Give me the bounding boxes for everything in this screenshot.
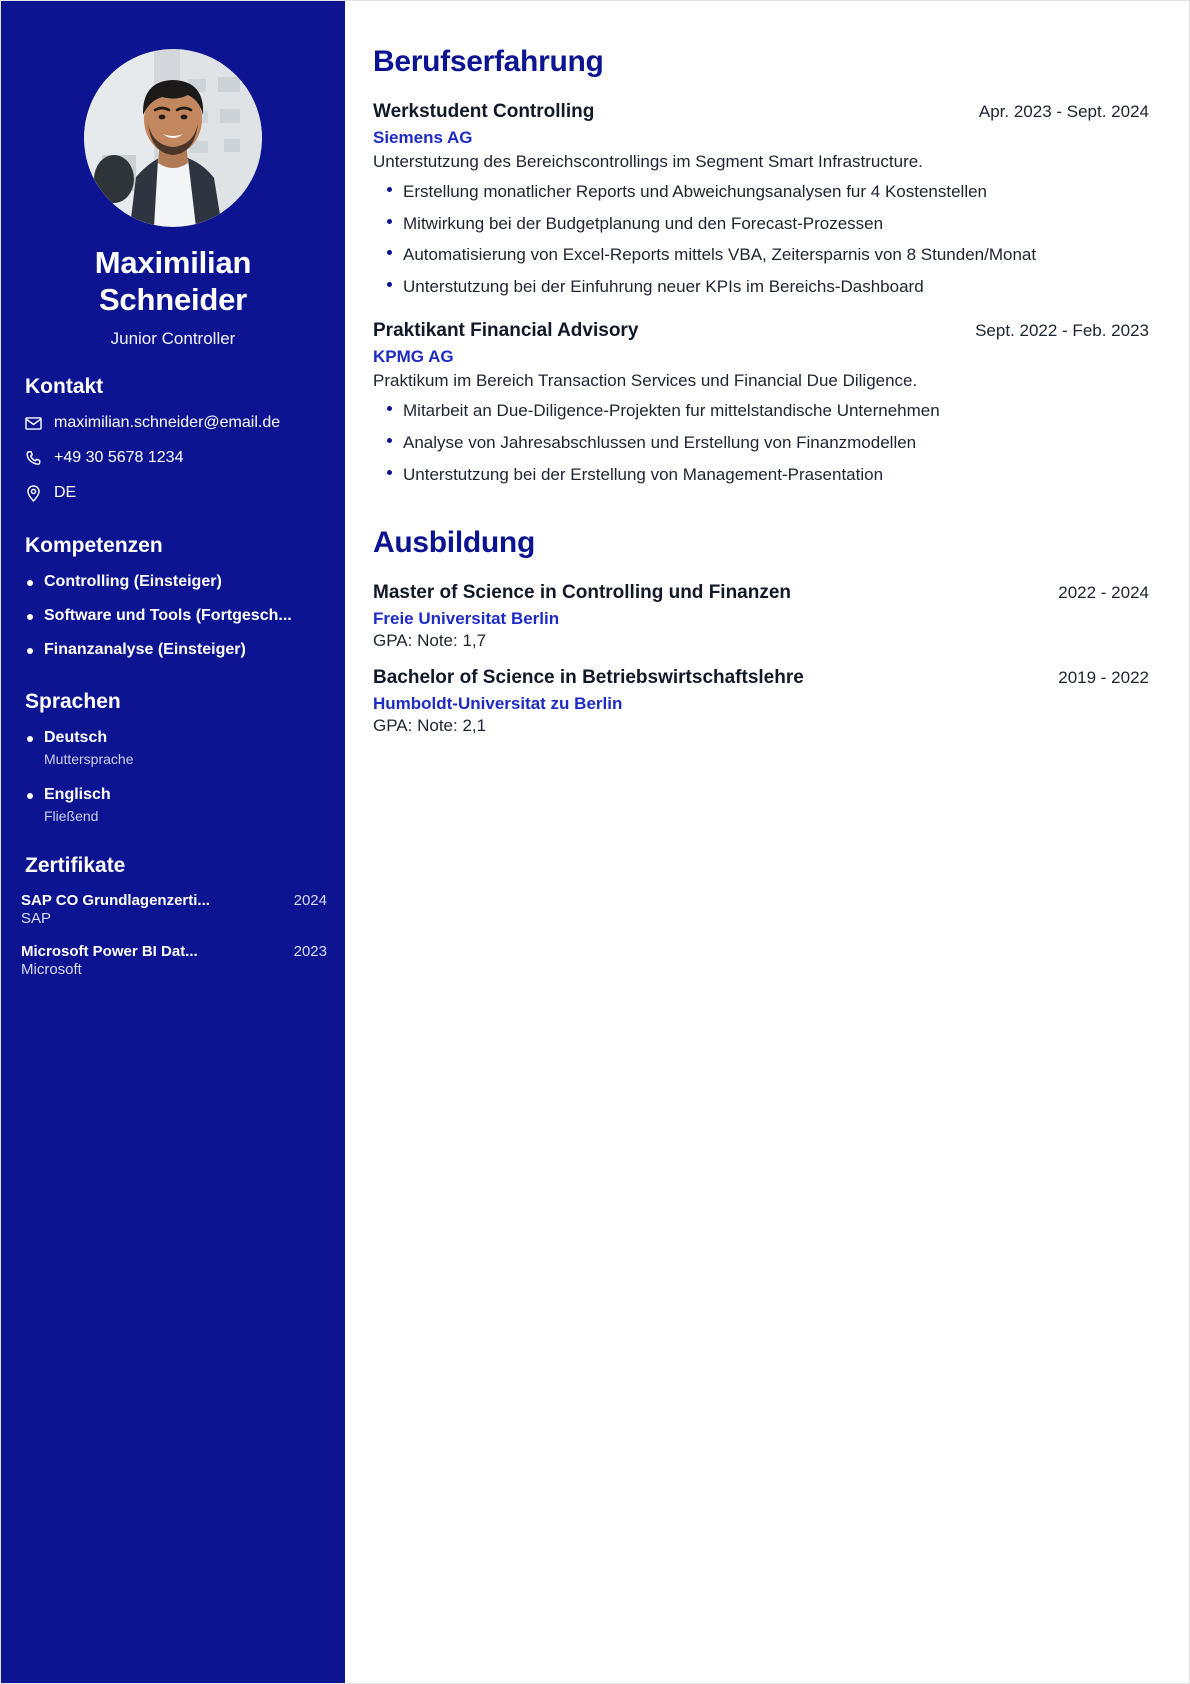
contact-location-value: DE (54, 483, 77, 501)
experience-date: Sept. 2022 - Feb. 2023 (975, 321, 1149, 341)
list-item (387, 400, 1149, 423)
language-name: Englisch (44, 785, 111, 803)
skill-label: Finanzanalyse (Einsteiger) (44, 640, 246, 658)
experience-role: Praktikant Financial Advisory (373, 320, 639, 342)
bullet-dot-icon (387, 219, 392, 224)
list-item (27, 606, 327, 626)
experience-entry (373, 320, 1149, 486)
avatar (84, 49, 262, 227)
experience-role: Werkstudent Controlling (373, 101, 595, 122)
skill-label: Controlling (Einsteiger) (44, 572, 222, 590)
experience-section-title: Berufserfahrung (373, 45, 604, 78)
education-date: 2022 - 2024 (1058, 583, 1149, 603)
experience-summary: Praktikum im Bereich Transaction Services und Financial Due Diligence. (373, 371, 918, 391)
list-item (27, 572, 327, 592)
list-item (387, 276, 1149, 299)
profile-photo-icon (84, 49, 262, 227)
achievement-text: Analyse von Jahresabschlussen und Erstellung von Finanzmodellen (403, 432, 917, 452)
phone-icon (23, 448, 43, 468)
skills-section-title: Kompetenzen (25, 533, 163, 557)
education-entry (373, 667, 1149, 736)
certificate-name: SAP CO Grundlagenzerti... (21, 891, 210, 909)
experience-summary: Unterstutzung des Bereichscontrollings im Segment Smart Infrastructure. (373, 152, 923, 171)
contact-section-title: Kontakt (25, 375, 104, 399)
achievement-text: Erstellung monatlicher Reports und Abweichungsanalysen fur 4 Kostenstellen (403, 181, 988, 201)
list-item (19, 943, 327, 978)
envelope-icon (23, 414, 43, 434)
contact-email[interactable] (19, 413, 327, 434)
education-section-title: Ausbildung (373, 526, 535, 560)
skills-list (19, 572, 327, 660)
bullet-dot-icon (387, 282, 392, 287)
achievement-text: Mitwirkung bei der Budgetplanung und den Forecast-Prozessen (403, 213, 884, 233)
contact-phone-value: +49 30 5678 1234 (54, 448, 184, 466)
job-title: Junior Controller (110, 329, 236, 349)
bullet-dot-icon (387, 406, 392, 411)
list-item (387, 181, 1149, 204)
certificate-issuer: SAP (21, 909, 52, 927)
education-date: 2019 - 2022 (1058, 668, 1149, 688)
skill-label: Software und Tools (Fortgesch... (44, 606, 292, 624)
language-level: Fließend (44, 807, 99, 824)
education-school: Freie Universitat Berlin (373, 609, 560, 629)
avatar-container (19, 1, 327, 227)
experience-date: Apr. 2023 - Sept. 2024 (978, 102, 1149, 121)
education-gpa: GPA: Note: 1,7 (373, 631, 487, 651)
list-item (387, 464, 1149, 487)
language-level: Muttersprache (44, 750, 134, 767)
experience-company: Siemens AG (373, 128, 473, 147)
bullet-dot-icon (27, 793, 33, 799)
languages-section-title: Sprachen (25, 689, 121, 713)
list-item (27, 785, 327, 824)
list-item (27, 640, 327, 660)
bullet-dot-icon (387, 438, 392, 443)
bullet-dot-icon (27, 614, 33, 620)
education-degree: Master of Science in Controlling und Finanzen (373, 582, 792, 604)
education-school: Humboldt-Universitat zu Berlin (373, 694, 623, 714)
achievement-text: Unterstutzung bei der Erstellung von Management-Prasentation (403, 464, 884, 484)
sidebar (1, 1, 345, 1683)
bullet-dot-icon (27, 580, 33, 586)
location-pin-icon (23, 483, 43, 503)
education-gpa: GPA: Note: 2,1 (373, 716, 487, 736)
list-item (387, 432, 1149, 455)
list-item (27, 728, 327, 767)
experience-entry (373, 101, 1149, 298)
contact-location[interactable] (19, 483, 327, 504)
certificate-year: 2024 (293, 891, 327, 909)
bullet-dot-icon (387, 250, 392, 255)
education-degree: Bachelor of Science in Betriebswirtschaftslehre (373, 667, 804, 689)
bullet-dot-icon (27, 736, 33, 742)
certificate-name: Microsoft Power BI Dat... (21, 942, 198, 960)
contact-email-value: maximilian.schneider@email.de (54, 414, 281, 432)
bullet-dot-icon (387, 470, 392, 475)
achievement-text: Mitarbeit an Due-Diligence-Projekten fur mittelstandische Unternehmen (403, 401, 940, 421)
experience-achievements (373, 181, 1149, 298)
certificate-year: 2023 (293, 942, 327, 960)
certificate-issuer: Microsoft (21, 960, 82, 978)
education-entry (373, 582, 1149, 651)
achievement-text: Unterstutzung bei der Einfuhrung neuer KPIs im Bereichs-Dashboard (403, 276, 924, 296)
list-item (387, 244, 1149, 267)
contact-phone[interactable] (19, 448, 327, 469)
full-name: Maximilian Schneider (94, 245, 252, 317)
languages-list (19, 728, 327, 824)
experience-company: KPMG AG (373, 347, 454, 367)
main-content (345, 1, 1189, 1683)
certificates-section-title: Zertifikate (25, 853, 126, 877)
experience-achievements (373, 400, 1149, 486)
list-item (19, 892, 327, 927)
bullet-dot-icon (27, 648, 33, 654)
list-item (387, 213, 1149, 236)
achievement-text: Automatisierung von Excel-Reports mittels VBA, Zeitersparnis von 8 Stunden/Monat (403, 245, 1037, 265)
bullet-dot-icon (387, 187, 392, 192)
language-name: Deutsch (44, 728, 108, 746)
